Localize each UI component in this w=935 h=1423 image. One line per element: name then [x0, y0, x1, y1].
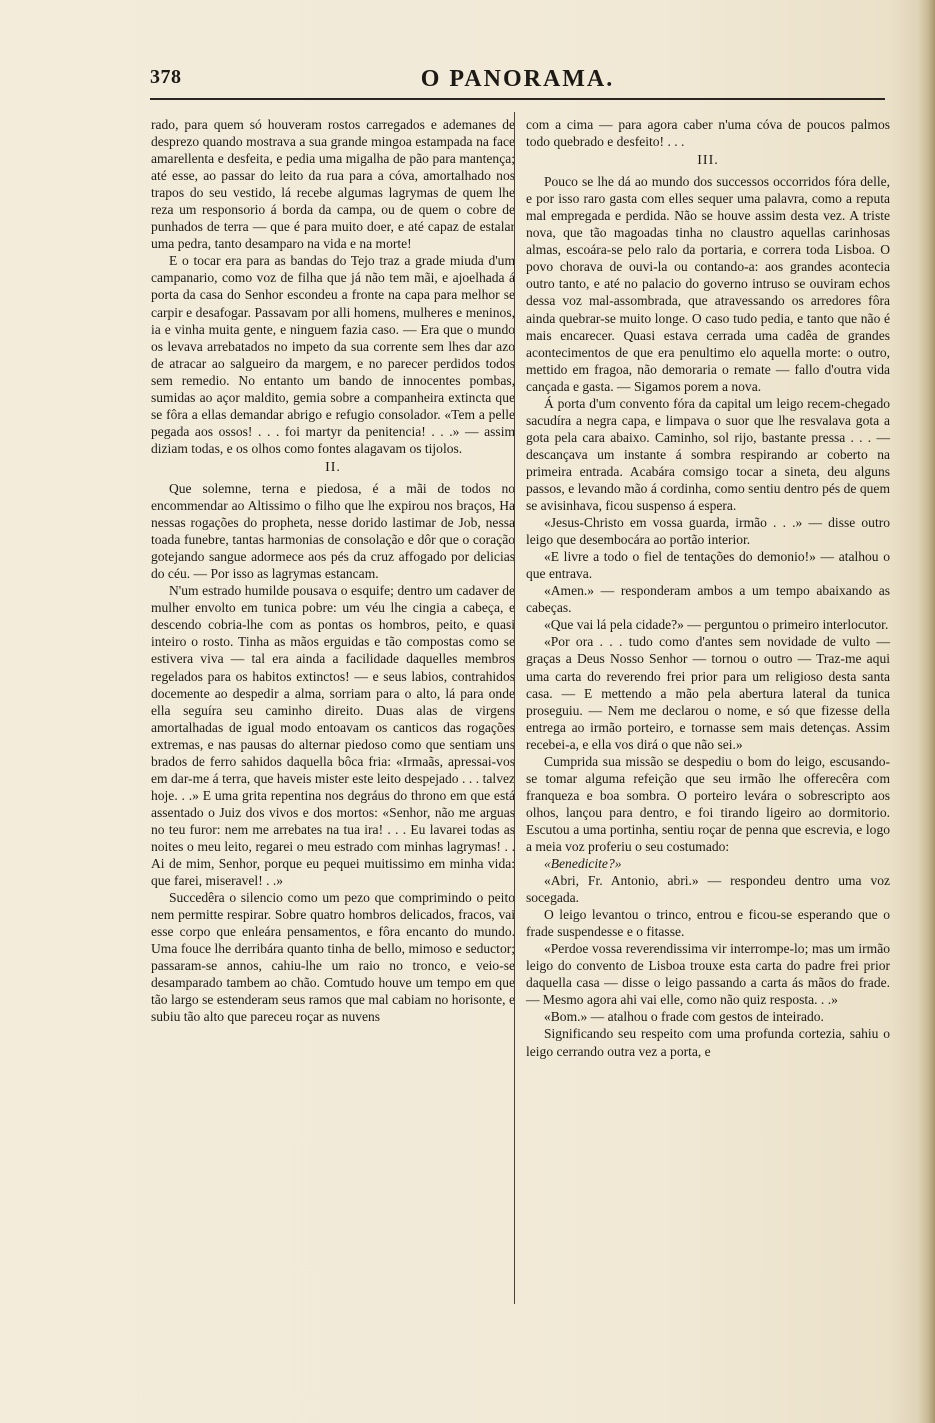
- paragraph: «Perdoe vossa reverendissima vir interrompe-lo; mas um irmão leigo do convento de Lisboa trouxe esta carta do padre frei prior daquella casa — disse o leigo passando a carta ás mãos do frade. — Mesmo agora ahi vai elle, como não quiz resposta. . .»: [526, 941, 890, 1008]
- header-rule: [150, 98, 885, 100]
- paragraph: «E livre a todo o fiel de tentações do demonio!» — atalhou o que entrava.: [526, 549, 890, 582]
- paragraph: Significando seu respeito com uma profunda cortezia, sahiu o leigo cerrando outra vez a porta, e: [526, 1026, 890, 1059]
- journal-title: O PANORAMA.: [420, 66, 615, 92]
- paragraph: Succedêra o silencio como um pezo que comprimindo o peito nem permitte respirar. Sobre quatro hombros delicados, fracos, vai esse corpo que enleára pensamentos, e fôra encanto do mundo. Uma fouce lhe derribára quanto tinha de bello, mimoso e seductor; passaram-se annos, cahiu-lhe um raio no tronco, e veio-se desamparado tambem ao chão. Comtudo houve um tempo em que tão largo se estenderam seus ramos que mal cabiam no horisonte, e subiu tão alto que pareceu roçar as nuvens: [151, 890, 515, 1025]
- page-header: [150, 62, 885, 96]
- paragraph: Pouco se lhe dá ao mundo dos successos occorridos fóra delle, e por isso raro gasta com elles sequer uma palavra, como a reputa mal empregada e perdida. Não se houve assim desta vez. A triste nova, que tão magoadas tinha no claustro aquellas carinhosas almas, escoára-se pelo ralo da portaria, e correra toda Lisboa. O povo chorava de ouvi-la ou contando-a: aos grandes acontecia outro tanto, e até no palacio do governo intruso se ouviram echos dessa voz mal-assombrada, que atravessando os arredores fôra ainda quebrar-se muito longe. O caso tudo pedia, e tanto que não é mais encarecer. Quasi estava cerrada uma cadêa de grandes acontecimentos de que era penultimo elo aquella morte: o outro, mettido em fragoa, não demoraria o remate — fallo d'outra vida cançada e gasta. — Sigamos porem a nova.: [526, 174, 890, 394]
- paragraph: O leigo levantou o trinco, entrou e ficou-se esperando que o frade suspendesse e o fitasse.: [526, 907, 890, 940]
- section-heading: III.: [697, 153, 719, 169]
- section-heading: II.: [325, 459, 341, 475]
- page-edge: [917, 0, 935, 1423]
- paragraph: E o tocar era para as bandas do Tejo traz a grade miuda d'um campanario, como voz de filha que já não tem mãi, e ajoelhada á porta da casa do Senhor escondeu a fronte na capa para melhor se carpir e desafogar. Passavam por alli homens, mulheres e meninos, ia e vinha muita gente, e ninguem fazia caso. — Era que o mundo os levava arrebatados no impeto da sua corrente sem lhes dar azo de atracar ao salgueiro da margem, e no parecer perdidos todos sem remedio. No entanto um bando de innocentes pombas, sumidas ao açor maldito, gemia sobre a companheira extincta que se fôra a ellas demandar abrigo e refugio consolador. «Tem a pelle pegada aos ossos! . . . foi martyr da penitencia! . . .» — assim diziam todas, e os olhos como fontes alagavam os tijolos.: [151, 253, 515, 456]
- paragraph: «Por ora . . . tudo como d'antes sem novidade de vulto — graças a Deus Nosso Senhor — tornou o outro — Traz-me aqui uma carta do reverendo frei prior para um religioso desta santa casa. — E mettendo a mão pela abertura lateral da tunica proseguiu. — Nem me declarou o nome, e só que fizesse della entrega ao irmão porteiro, e tornasse sem mais detenças. Assim recebei-a, e ella vos dirá o que não sei.»: [526, 634, 890, 752]
- paragraph: «Bom.» — atalhou o frade com gestos de inteirado.: [544, 1009, 824, 1025]
- left-column: [151, 116, 515, 1025]
- column-divider: [514, 112, 515, 1304]
- page-number: 378: [150, 66, 182, 88]
- paragraph: Á porta d'um convento fóra da capital um leigo recem-chegado sacudíra a negra capa, e limpava o suor que lhe resvalava gota a gota pela cara abaixo. Caminho, sol rijo, bastante pressa . . . — descançava um instante á sombra respirando ar coberto na primeira entrada. Acabára comsigo tocar a sineta, deu alguns passos, e levando mão á cordinha, como sentiu dentro pés de quem se avisinhava, ficou suspenso á espera.: [526, 395, 890, 514]
- right-column: [526, 116, 890, 1060]
- paragraph: Cumprida sua missão se despediu o bom do leigo, escusando-se tomar alguma refeição que seu irmão lhe offerecêra com franqueza e boa sombra. O porteiro levára o sobrescripto aos olhos, lançou para dentro, e foi tirando ligeiro ao dormitorio. Escutou a uma portinha, sentiu roçar de penna que escrevia, e logo a meia voz proferiu o seu costumado:: [526, 753, 890, 854]
- paragraph: «Benedicite?»: [544, 856, 622, 872]
- paragraph: «Jesus-Christo em vossa guarda, irmão . . .» — disse outro leigo que desembocára ao portão interior.: [526, 515, 890, 548]
- paragraph: rado, para quem só houveram rostos carregados e ademanes de desprezo quando mostrava a sua grande mingoa estampada na face amarellenta e desfeita, e pedia uma migalha de pão para mantença; até esse, ao passar do leito da rua para a cóva, amortalhado nos trapos do seu vestido, lá recebe algumas lagrymas de quem lhe reza um responsorio á borda da campa, ou de quem o cobre de punhados de terra — que é para muito doer, e até capaz de estalar uma pedra, tanto desamparo na vida e na morte!: [151, 117, 515, 252]
- paragraph: «Que vai lá pela cidade?» — perguntou o primeiro interlocutor.: [544, 617, 889, 633]
- paragraph: «Amen.» — responderam ambos a um tempo abaixando as cabeças.: [526, 583, 890, 616]
- paragraph: Que solemne, terna e piedosa, é a mãi de todos no encommendar ao Altissimo o filho que lhe expirou nos braços, Ha nessas rogações do propheta, nesse dorido lastimar de Job, nessa toada funebre, tantas harmonias de consolação e dôr que o coração gotejando sangue adormece aos pés da cruz affogado por delicias do céu. — Por isso as lagrymas estancam.: [151, 480, 515, 582]
- paragraph: N'um estrado humilde pousava o esquife; dentro um cadaver de mulher envolto em tunica pobre: um véu lhe cingia a cabeça, e descendo cobria-lhe com as pontas os hombros, peito, e quasi inteiro o rosto. Tinha as mãos erguidas e tão compostas como se estivera viva — tal era ainda a facilidade daquelles membros regelados para os habitos extinctos! — e seus labios, contrahidos docemente ao despedir a alma, sorriam para o alto, lá para onde ella seguíra seu caminho direito. Duas alas de virgens amortalhadas de igual modo entoavam os canticos das rogações extremas, e nas pausas do alternar piedoso como que sentiam uns brados de ferro sahidos daquella bôca fria: «Irmaãs, apressai-vos em dar-me á terra, que haveis mister este leito despejado . . . talvez hoje. . .» E uma grita repentina nos degráus do throno em que está assentado o Juiz dos vivos e dos mortos: «Senhor, não me arguas no teu furor: nem me arrebates na tua ira! . . . Eu lavarei todas as noites o meu leito, regarei o meu estrado com minhas lagrymas! . . Ai de mim, Senhor, porque eu pequei muitissimo em minha vida: que farei, miseravel! . .»: [151, 583, 515, 889]
- paragraph: «Abri, Fr. Antonio, abri.» — respondeu dentro uma voz socegada.: [526, 873, 890, 906]
- paragraph: com a cima — para agora caber n'uma cóva de poucos palmos todo quebrado e desfeito! . . .: [526, 117, 890, 150]
